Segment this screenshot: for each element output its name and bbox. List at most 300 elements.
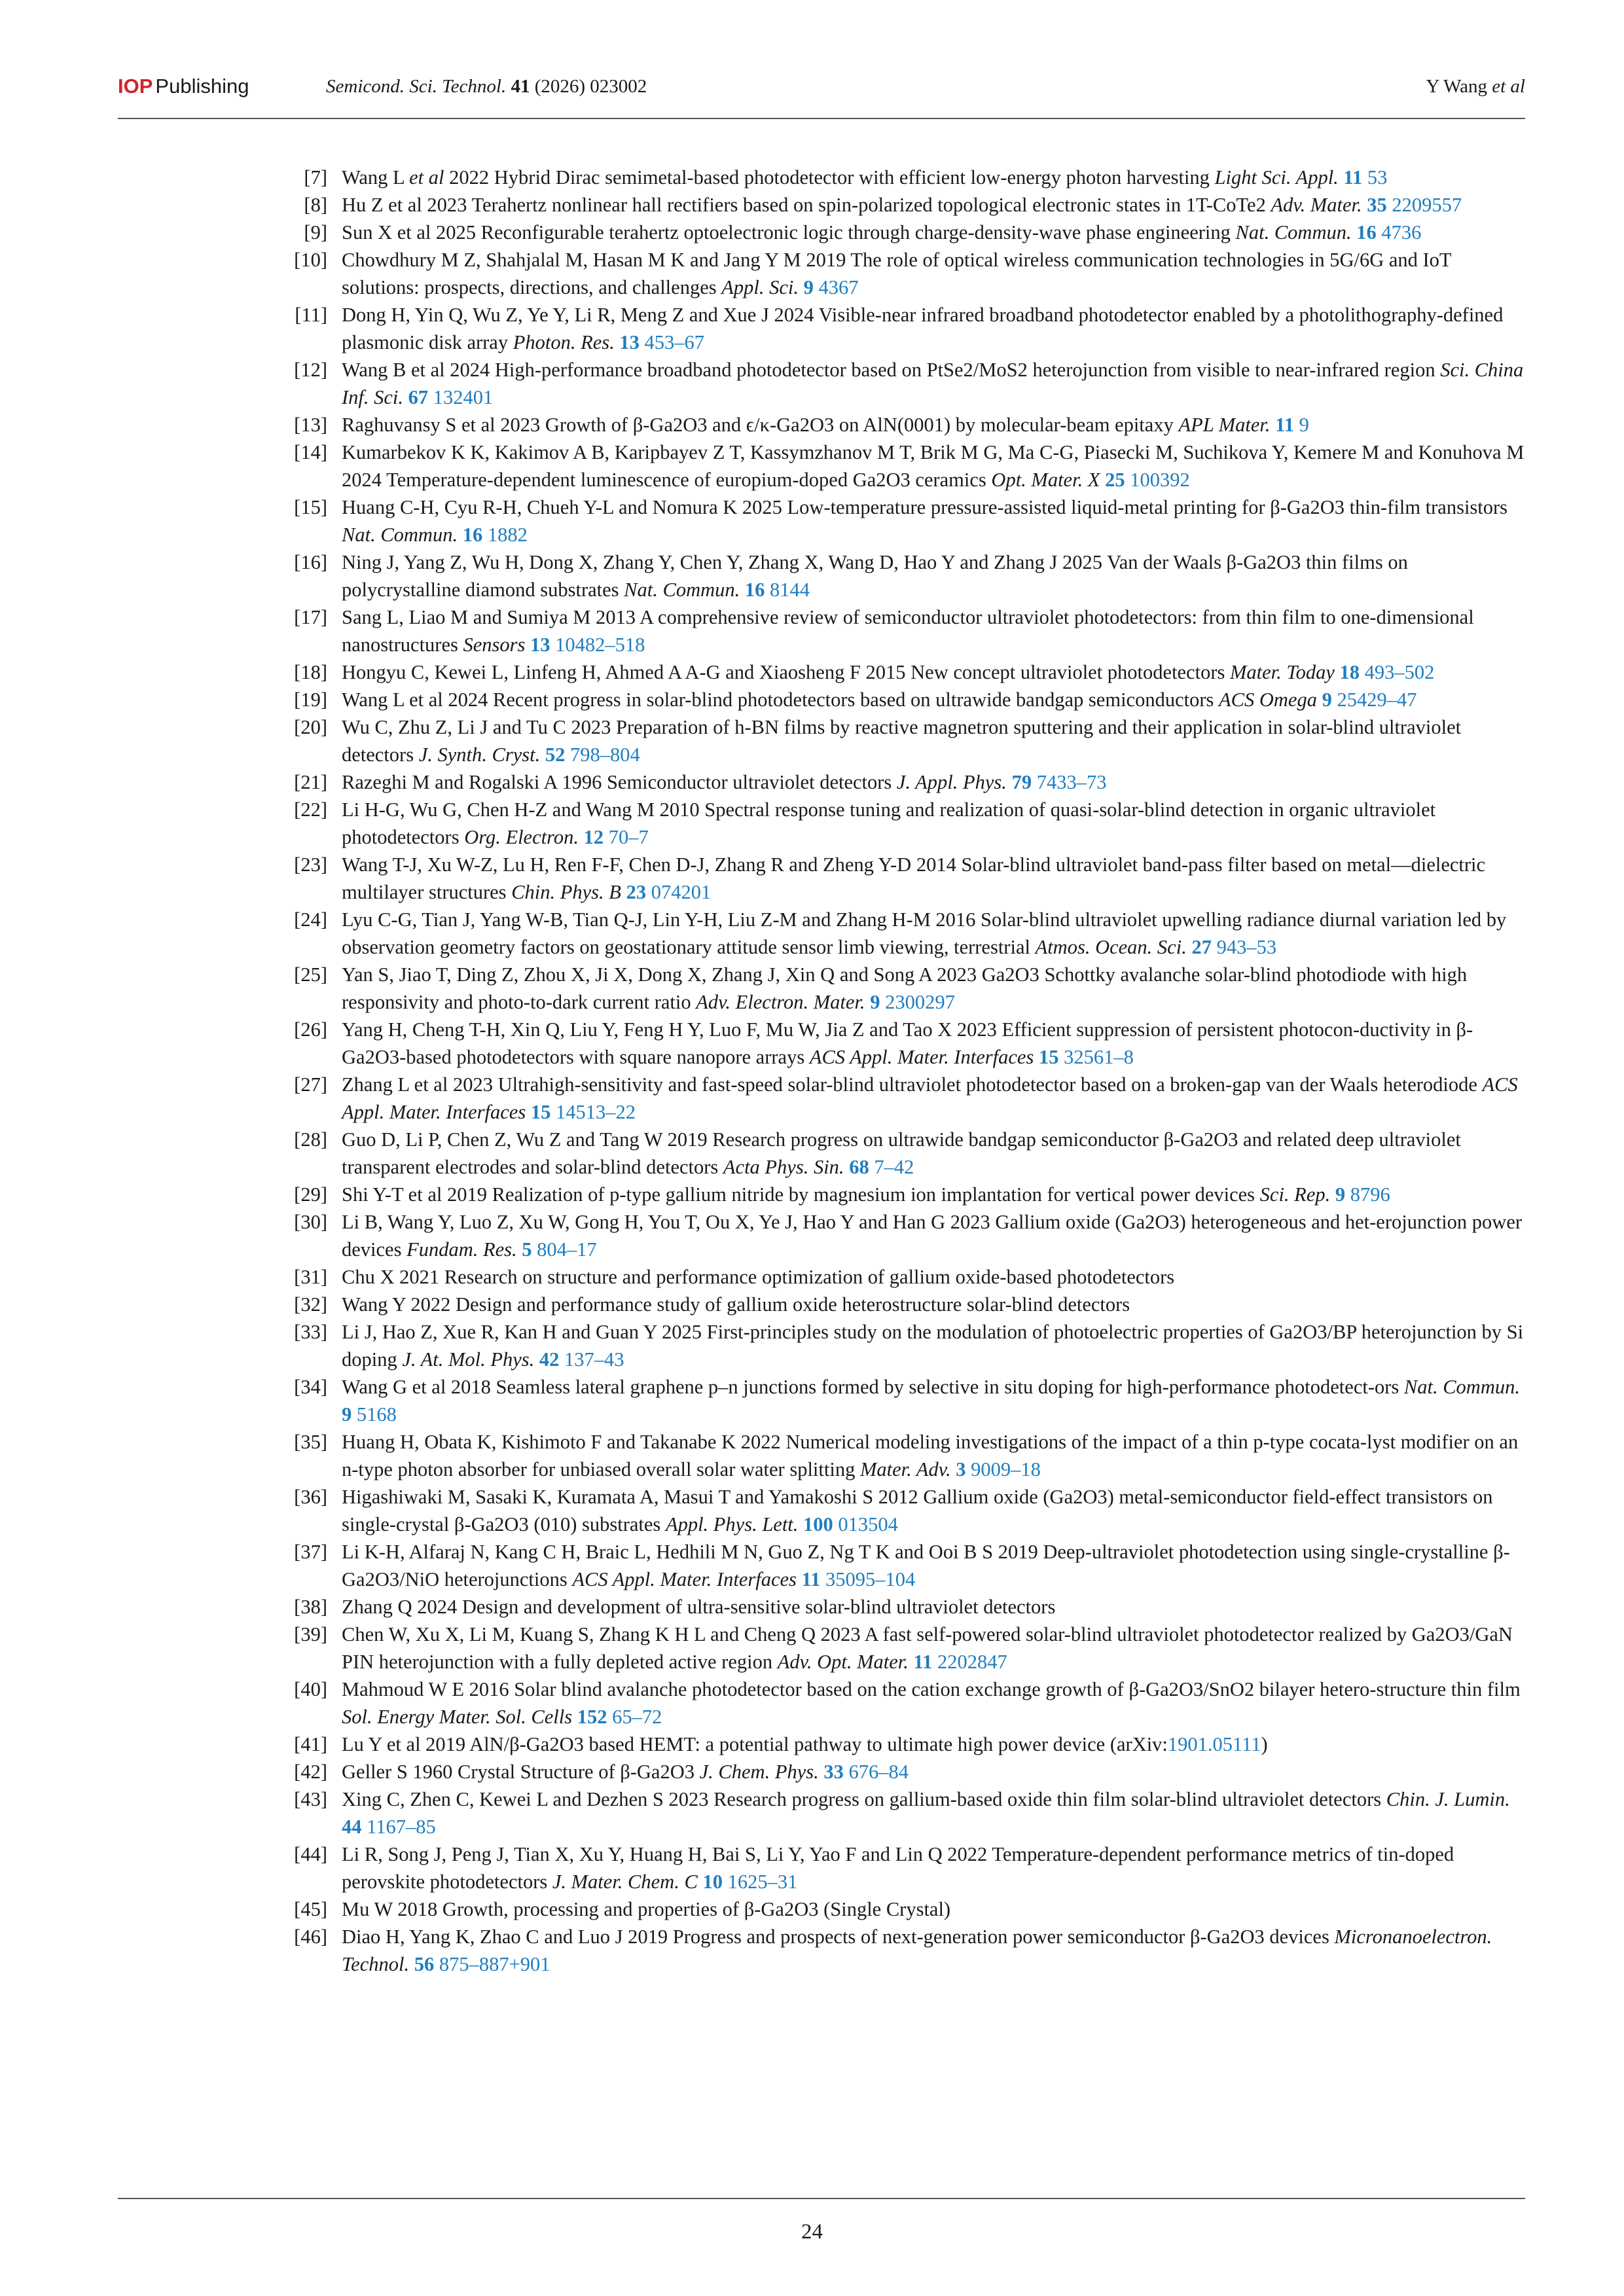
iop-logo-mark: IOP bbox=[118, 75, 153, 98]
reference-text: Chu X 2021 Research on structure and performance optimization of gallium oxide-based photodetectors bbox=[342, 1266, 1175, 1288]
reference-number: [20] bbox=[294, 716, 327, 738]
reference-pages: 7433–73 bbox=[1036, 771, 1107, 793]
reference-volume: 9 bbox=[1335, 1183, 1346, 1206]
reference-item bbox=[294, 713, 1526, 768]
reference-link[interactable] bbox=[530, 634, 645, 656]
reference-body bbox=[342, 713, 1526, 768]
reference-text: Wang Y 2022 Design and performance study of gallium oxide heterostructure solar-blind detectors bbox=[342, 1293, 1130, 1316]
reference-number: [28] bbox=[294, 1128, 327, 1151]
reference-text: Kumarbekov K K, Kakimov A B, Karipbayev Z T, Kassymzhanov M T, Brik M G, Ma C-G, Piasecki M, Suchikova Y, Kemere M and Konuhova M 2024 Temperature-dependent luminescence of europium-doped Ga2O3 ceramics bbox=[342, 441, 1525, 491]
reference-text: Wang T-J, Xu W-Z, Lu H, Ren F-F, Chen D-J, Zhang R and Zheng Y-D 2014 Solar-blind ultraviolet band-pass filter based on metal—dielectric multilayer structures bbox=[342, 853, 1486, 903]
reference-pages: 798–804 bbox=[570, 744, 640, 766]
reference-item bbox=[294, 1208, 1526, 1263]
reference-body bbox=[342, 1016, 1526, 1071]
reference-volume: 79 bbox=[1011, 771, 1032, 793]
reference-text: Yang H, Cheng T-H, Xin Q, Liu Y, Feng H Y, Luo F, Mu W, Jia Z and Tao X 2023 Efficient suppression of persistent photocon-ductivity in β-Ga2O3-based photodetectors with square nanopore arrays bbox=[342, 1018, 1473, 1068]
reference-link[interactable] bbox=[626, 881, 712, 903]
footer-rule bbox=[118, 2198, 1525, 2199]
reference-number: [42] bbox=[294, 1761, 327, 1783]
reference-number: [10] bbox=[294, 249, 327, 271]
reference-volume: 27 bbox=[1191, 936, 1212, 958]
reference-link[interactable] bbox=[577, 1706, 662, 1728]
reference-item bbox=[294, 1016, 1526, 1071]
running-header bbox=[118, 71, 1525, 107]
reference-link[interactable] bbox=[1039, 1046, 1134, 1068]
reference-body bbox=[342, 1676, 1526, 1731]
reference-item bbox=[294, 411, 1526, 439]
reference-body bbox=[342, 356, 1526, 411]
reference-number: [24] bbox=[294, 908, 327, 931]
reference-number: [45] bbox=[294, 1898, 327, 1920]
reference-journal: Sensors bbox=[463, 634, 526, 656]
reference-link[interactable] bbox=[342, 1403, 397, 1426]
reference-pages: 1882 bbox=[487, 524, 528, 546]
reference-number: [25] bbox=[294, 963, 327, 986]
reference-number: [29] bbox=[294, 1183, 327, 1206]
reference-text: Li H-G, Wu G, Chen H-Z and Wang M 2010 Spectral response tuning and realization of quasi-solar-blind detection in organic ultraviolet photodetectors bbox=[342, 798, 1436, 848]
reference-volume: 35 bbox=[1367, 194, 1387, 216]
reference-journal: Chin. J. Lumin. bbox=[1386, 1788, 1510, 1810]
reference-volume: 25 bbox=[1105, 469, 1125, 491]
reference-link[interactable] bbox=[1105, 469, 1190, 491]
reference-link[interactable] bbox=[522, 1238, 596, 1261]
reference-body bbox=[342, 961, 1526, 1016]
reference-volume: 16 bbox=[462, 524, 483, 546]
reference-pages: 100392 bbox=[1130, 469, 1190, 491]
reference-body bbox=[342, 1181, 1526, 1208]
reference-text: Li R, Song J, Peng J, Tian X, Xu Y, Huang H, Bai S, Li Y, Yao F and Lin Q 2022 Temperature-dependent performance metrics of tin-doped perovskite photodetectors bbox=[342, 1843, 1454, 1893]
reference-link[interactable] bbox=[414, 1953, 550, 1975]
reference-pages: 10482–518 bbox=[555, 634, 645, 656]
reference-pages: 14513–22 bbox=[555, 1101, 636, 1123]
reference-journal: Chin. Phys. B bbox=[511, 881, 621, 903]
reference-link[interactable] bbox=[531, 1101, 636, 1123]
reference-item bbox=[294, 1483, 1526, 1538]
reference-item bbox=[294, 1785, 1526, 1840]
journal-volume: 41 bbox=[511, 76, 530, 97]
reference-journal: Sci. Rep. bbox=[1259, 1183, 1331, 1206]
reference-item bbox=[294, 1593, 1526, 1621]
reference-link[interactable] bbox=[539, 1348, 624, 1371]
reference-number: [30] bbox=[294, 1211, 327, 1233]
reference-volume: 33 bbox=[823, 1761, 844, 1783]
reference-text: Zhang L et al 2023 Ultrahigh-sensitivity and fast-speed solar-blind ultraviolet photodetector based on a broken-gap van der Waals heterodiode bbox=[342, 1073, 1483, 1096]
reference-number: [35] bbox=[294, 1431, 327, 1453]
reference-link[interactable] bbox=[1012, 771, 1107, 793]
reference-pages: 875–887+901 bbox=[439, 1953, 550, 1975]
reference-item bbox=[294, 1126, 1526, 1181]
reference-text: Geller S 1960 Crystal Structure of β-Ga2O3 bbox=[342, 1761, 700, 1783]
reference-link[interactable] bbox=[545, 744, 640, 766]
reference-link[interactable] bbox=[1168, 1733, 1261, 1755]
reference-item bbox=[294, 658, 1526, 686]
reference-number: [27] bbox=[294, 1073, 327, 1096]
reference-number: [15] bbox=[294, 496, 327, 518]
reference-text: Sun X et al 2025 Reconfigurable terahertz optoelectronic logic through charge-density-wave phase engineering bbox=[342, 221, 1236, 243]
reference-pages: 676–84 bbox=[848, 1761, 909, 1783]
reference-text: Hu Z et al 2023 Terahertz nonlinear hall rectifiers based on spin-polarized topological electronic states in 1T-CoTe2 bbox=[342, 194, 1271, 216]
reference-journal: Atmos. Ocean. Sci. bbox=[1035, 936, 1187, 958]
reference-link[interactable] bbox=[1356, 221, 1421, 243]
reference-journal: J. Chem. Phys. bbox=[699, 1761, 819, 1783]
reference-number: [40] bbox=[294, 1678, 327, 1700]
reference-body bbox=[342, 1263, 1526, 1291]
reference-number: [37] bbox=[294, 1541, 327, 1563]
reference-pages: 53 bbox=[1367, 166, 1388, 188]
reference-journal: J. Mater. Chem. C bbox=[552, 1871, 698, 1893]
reference-text: 2022 Hybrid Dirac semimetal-based photodetector with efficient low-energy photon harvesting bbox=[444, 166, 1215, 188]
reference-body bbox=[342, 191, 1526, 219]
reference-body bbox=[342, 1483, 1526, 1538]
reference-body bbox=[342, 1593, 1526, 1621]
reference-item bbox=[304, 219, 1526, 246]
reference-body bbox=[342, 1126, 1526, 1181]
reference-link[interactable] bbox=[342, 1816, 436, 1838]
reference-number: [14] bbox=[294, 441, 327, 463]
reference-volume: 44 bbox=[342, 1816, 362, 1838]
reference-text: Dong H, Yin Q, Wu Z, Ye Y, Li R, Meng Z and Xue J 2024 Visible-near infrared broadband photodetector enabled by a photolithography-defined plasmonic disk array bbox=[342, 304, 1504, 353]
reference-volume: 13 bbox=[530, 634, 550, 656]
reference-item bbox=[294, 1758, 1526, 1785]
reference-pages: 1167–85 bbox=[367, 1816, 436, 1838]
reference-pages: 4367 bbox=[818, 276, 859, 298]
reference-text: Hongyu C, Kewei L, Linfeng H, Ahmed A A-G and Xiaosheng F 2015 New concept ultraviolet photodetectors bbox=[342, 661, 1230, 683]
reference-text: Higashiwaki M, Sasaki K, Kuramata A, Masui T and Yamakoshi S 2012 Gallium oxide (Ga2O3) metal-semiconductor field-effect transistors on single-crystal β-Ga2O3 (010) substrates bbox=[342, 1486, 1493, 1535]
reference-pages: 074201 bbox=[651, 881, 712, 903]
reference-body bbox=[342, 548, 1526, 603]
reference-text: Chen W, Xu X, Li M, Kuang S, Zhang K H L and Cheng Q 2023 A fast self-powered solar-blind ultraviolet photodetector realized by Ga2O3/GaN PIN heterojunction with a fully depleted active region bbox=[342, 1623, 1513, 1673]
author-surname: Y Wang bbox=[1426, 76, 1487, 97]
reference-number: [32] bbox=[294, 1293, 327, 1316]
reference-number: [16] bbox=[294, 551, 327, 573]
reference-text: Raghuvansy S et al 2023 Growth of β-Ga2O3 and ϵ/κ-Ga2O3 on AlN(0001) by molecular-beam epitaxy bbox=[342, 414, 1179, 436]
reference-link[interactable] bbox=[408, 386, 494, 408]
reference-volume: 9 bbox=[1322, 689, 1332, 711]
reference-pages: 137–43 bbox=[564, 1348, 624, 1371]
reference-volume: 13 bbox=[619, 331, 640, 353]
reference-list bbox=[294, 164, 1526, 1978]
reference-item bbox=[294, 1840, 1526, 1895]
reference-item bbox=[294, 1621, 1526, 1676]
reference-pages: 804–17 bbox=[537, 1238, 597, 1261]
reference-body bbox=[342, 1785, 1526, 1840]
reference-item bbox=[304, 164, 1526, 191]
reference-pages: 5168 bbox=[356, 1403, 397, 1426]
reference-item bbox=[304, 191, 1526, 219]
reference-pages: 9 bbox=[1299, 414, 1309, 436]
reference-pages: 2202847 bbox=[937, 1651, 1007, 1673]
journal-year-article: (2026) 023002 bbox=[534, 76, 647, 97]
reference-text: Sang L, Liao M and Sumiya M 2013 A comprehensive review of semiconductor ultraviolet photodetectors: from thin film to one-dimensional nanostructures bbox=[342, 606, 1474, 656]
reference-item bbox=[294, 1071, 1526, 1126]
reference-number: [7] bbox=[304, 166, 327, 188]
reference-volume: 52 bbox=[545, 744, 566, 766]
reference-journal: ACS Appl. Mater. Interfaces bbox=[809, 1046, 1034, 1068]
reference-number: [46] bbox=[294, 1926, 327, 1948]
reference-tail: ) bbox=[1261, 1733, 1268, 1755]
reference-number: [22] bbox=[294, 798, 327, 821]
reference-link[interactable] bbox=[702, 1871, 797, 1893]
reference-item bbox=[294, 493, 1526, 548]
reference-link[interactable] bbox=[1367, 194, 1462, 216]
reference-volume: 11 bbox=[1343, 166, 1363, 188]
reference-text: Huang H, Obata K, Kishimoto F and Takanabe K 2022 Numerical modeling investigations of the impact of a thin p-type cocata-lyst modifier on an n-type photon absorber for unbiased overall solar water splitting bbox=[342, 1431, 1519, 1480]
reference-pages: 32561–8 bbox=[1064, 1046, 1134, 1068]
reference-number: [38] bbox=[294, 1596, 327, 1618]
reference-item bbox=[294, 1731, 1526, 1758]
reference-link[interactable] bbox=[745, 579, 810, 601]
reference-number: [13] bbox=[294, 414, 327, 436]
reference-number: [17] bbox=[294, 606, 327, 628]
reference-pages: 25429–47 bbox=[1337, 689, 1417, 711]
reference-number: [34] bbox=[294, 1376, 327, 1398]
reference-body bbox=[342, 851, 1526, 906]
reference-journal: Light Sci. Appl. bbox=[1214, 166, 1339, 188]
reference-journal: Mater. Today bbox=[1230, 661, 1335, 683]
reference-number: [36] bbox=[294, 1486, 327, 1508]
reference-number: [43] bbox=[294, 1788, 327, 1810]
reference-volume: 68 bbox=[849, 1156, 869, 1178]
reference-item bbox=[294, 1895, 1526, 1923]
reference-body bbox=[342, 1428, 1526, 1483]
reference-pages: 132401 bbox=[433, 386, 494, 408]
reference-pages: 2209557 bbox=[1392, 194, 1462, 216]
reference-journal: Nat. Commun. bbox=[342, 524, 458, 546]
reference-text: Guo D, Li P, Chen Z, Wu Z and Tang W 2019 Research progress on ultrawide bandgap semiconductor β-Ga2O3 and related deep ultraviolet transparent electrodes and solar-blind detectors bbox=[342, 1128, 1461, 1178]
reference-volume: 42 bbox=[539, 1348, 560, 1371]
reference-journal: Appl. Sci. bbox=[721, 276, 799, 298]
reference-item bbox=[294, 1373, 1526, 1428]
reference-item bbox=[294, 1923, 1526, 1978]
reference-body bbox=[342, 439, 1526, 493]
reference-item bbox=[294, 906, 1526, 961]
reference-pages: 9009–18 bbox=[971, 1458, 1041, 1480]
reference-pages: 1901.05111 bbox=[1167, 1733, 1261, 1755]
reference-link[interactable] bbox=[823, 1761, 909, 1783]
reference-journal: J. Synth. Cryst. bbox=[418, 744, 541, 766]
reference-volume: 23 bbox=[626, 881, 647, 903]
reference-body bbox=[342, 603, 1526, 658]
reference-journal: Sol. Energy Mater. Sol. Cells bbox=[342, 1706, 573, 1728]
reference-journal: Sci. China Inf. Sci. bbox=[342, 359, 1524, 408]
reference-text: Chowdhury M Z, Shahjalal M, Hasan M K and Jang Y M 2019 The role of optical wireless communication technologies in 5G/6G and IoT solutions: prospects, directions, and challenges bbox=[342, 249, 1451, 298]
reference-volume: 16 bbox=[1356, 221, 1377, 243]
reference-link[interactable] bbox=[804, 276, 859, 298]
reference-journal: Appl. Phys. Lett. bbox=[665, 1513, 799, 1535]
reference-volume: 67 bbox=[408, 386, 429, 408]
reference-pages: 7–42 bbox=[874, 1156, 914, 1178]
reference-text: Yan S, Jiao T, Ding Z, Zhou X, Ji X, Dong X, Zhang J, Xin Q and Song A 2023 Ga2O3 Schottky avalanche solar-blind photodiode with high responsivity and photo-to-dark current ratio bbox=[342, 963, 1468, 1013]
reference-volume: 5 bbox=[522, 1238, 532, 1261]
reference-link[interactable] bbox=[1339, 661, 1434, 683]
reference-text: Li B, Wang Y, Luo Z, Xu W, Gong H, You T, Ou X, Ye J, Hao Y and Han G 2023 Gallium oxide (Ga2O3) heterogeneous and het-erojunction power devices bbox=[342, 1211, 1523, 1261]
reference-link[interactable] bbox=[803, 1513, 898, 1535]
reference-text: Wang G et al 2018 Seamless lateral graphene p–n junctions formed by selective in situ doping for high-performance photodetect-ors bbox=[342, 1376, 1404, 1398]
reference-item bbox=[294, 851, 1526, 906]
reference-link[interactable] bbox=[956, 1458, 1041, 1480]
reference-body bbox=[342, 1758, 1526, 1785]
reference-journal: Opt. Mater. X bbox=[991, 469, 1100, 491]
reference-pages: 35095–104 bbox=[825, 1568, 916, 1590]
reference-text: Mu W 2018 Growth, processing and properties of β-Ga2O3 (Single Crystal) bbox=[342, 1898, 951, 1920]
reference-volume: 9 bbox=[803, 276, 814, 298]
reference-body bbox=[342, 1538, 1526, 1593]
reference-item bbox=[294, 1318, 1526, 1373]
reference-number: [18] bbox=[294, 661, 327, 683]
reference-volume: 9 bbox=[870, 991, 880, 1013]
reference-journal: Acta Phys. Sin. bbox=[723, 1156, 844, 1178]
reference-text: Mahmoud W E 2016 Solar blind avalanche photodetector based on the cation exchange growth of β-Ga2O3/SnO2 bilayer hetero-structure thin film bbox=[342, 1678, 1521, 1700]
reference-etal: et al bbox=[409, 166, 444, 188]
reference-body bbox=[342, 1895, 1526, 1923]
reference-link[interactable] bbox=[802, 1568, 916, 1590]
reference-body bbox=[342, 1621, 1526, 1676]
reference-body bbox=[342, 658, 1526, 686]
reference-body bbox=[342, 1923, 1526, 1978]
reference-volume: 11 bbox=[801, 1568, 821, 1590]
reference-volume: 3 bbox=[956, 1458, 966, 1480]
reference-volume: 11 bbox=[913, 1651, 933, 1673]
reference-item bbox=[294, 603, 1526, 658]
reference-pages: 65–72 bbox=[612, 1706, 662, 1728]
reference-link[interactable] bbox=[1322, 689, 1417, 711]
reference-volume: 16 bbox=[744, 579, 765, 601]
reference-pages: 8796 bbox=[1350, 1183, 1390, 1206]
reference-journal: ACS Appl. Mater. Interfaces bbox=[342, 1073, 1518, 1123]
reference-item bbox=[294, 1263, 1526, 1291]
reference-pages: 1625–31 bbox=[727, 1871, 798, 1893]
reference-item bbox=[294, 1428, 1526, 1483]
reference-pages: 2300297 bbox=[885, 991, 955, 1013]
reference-number: [12] bbox=[294, 359, 327, 381]
reference-link[interactable] bbox=[1275, 414, 1309, 436]
header-rule bbox=[118, 118, 1525, 119]
reference-number: [21] bbox=[294, 771, 327, 793]
reference-text: Lyu C-G, Tian J, Yang W-B, Tian Q-J, Lin Y-H, Liu Z-M and Zhang H-M 2016 Solar-blind ultraviolet upwelling radiance diurnal variation led by observation geometry factors on geostationary attitude sensor limb viewing, terrestrial bbox=[342, 908, 1507, 958]
reference-number: [26] bbox=[294, 1018, 327, 1041]
reference-number: [41] bbox=[294, 1733, 327, 1755]
running-author bbox=[1426, 76, 1525, 98]
reference-text: Li K-H, Alfaraj N, Kang C H, Braic L, Hedhili M N, Guo Z, Ng T K and Ooi B S 2019 Deep-ultraviolet photodetection using single-crystalline β-Ga2O3/NiO heterojunctions bbox=[342, 1541, 1510, 1590]
reference-link[interactable] bbox=[463, 524, 528, 546]
reference-body bbox=[342, 1071, 1526, 1126]
reference-text: Shi Y-T et al 2019 Realization of p-type gallium nitride by magnesium ion implantation for vertical power devices bbox=[342, 1183, 1260, 1206]
reference-link[interactable] bbox=[1335, 1183, 1390, 1206]
reference-journal: Micronanoelectron. Technol. bbox=[342, 1926, 1492, 1975]
reference-link[interactable] bbox=[870, 991, 955, 1013]
page-number: 24 bbox=[801, 2220, 823, 2244]
reference-pages: 8144 bbox=[770, 579, 810, 601]
reference-text: Li J, Hao Z, Xue R, Kan H and Guan Y 2025 First-principles study on the modulation of photoelectric properties of Ga2O3/BP heterojunction by Si doping bbox=[342, 1321, 1524, 1371]
reference-volume: 56 bbox=[414, 1953, 435, 1975]
reference-link[interactable] bbox=[914, 1651, 1007, 1673]
reference-body bbox=[342, 164, 1526, 191]
reference-volume: 12 bbox=[583, 826, 604, 848]
reference-volume: 100 bbox=[803, 1513, 833, 1535]
reference-journal: ACS Omega bbox=[1219, 689, 1317, 711]
reference-text: Zhang Q 2024 Design and development of ultra-sensitive solar-blind ultraviolet detectors bbox=[342, 1596, 1056, 1618]
reference-number: [44] bbox=[294, 1843, 327, 1865]
reference-number: [39] bbox=[294, 1623, 327, 1645]
reference-journal: APL Mater. bbox=[1178, 414, 1271, 436]
reference-volume: 15 bbox=[530, 1101, 551, 1123]
reference-body bbox=[342, 906, 1526, 961]
reference-item bbox=[294, 768, 1526, 796]
reference-link[interactable] bbox=[619, 331, 704, 353]
reference-volume: 11 bbox=[1275, 414, 1294, 436]
reference-item bbox=[294, 1538, 1526, 1593]
reference-number: [33] bbox=[294, 1321, 327, 1343]
reference-number: [9] bbox=[304, 221, 327, 243]
reference-journal: Adv. Electron. Mater. bbox=[696, 991, 865, 1013]
reference-item bbox=[294, 796, 1526, 851]
reference-link[interactable] bbox=[1343, 166, 1387, 188]
publisher-logo[interactable] bbox=[118, 75, 249, 98]
reference-text: Wang L et al 2024 Recent progress in solar-blind photodetectors based on ultrawide bandgap semiconductors bbox=[342, 689, 1219, 711]
reference-item bbox=[294, 1676, 1526, 1731]
reference-pages: 70–7 bbox=[608, 826, 649, 848]
reference-text: Lu Y et al 2019 AlN/β-Ga2O3 based HEMT: a potential pathway to ultimate high power device (arXiv: bbox=[342, 1733, 1168, 1755]
reference-text: Huang C-H, Cyu R-H, Chueh Y-L and Nomura K 2025 Low-temperature pressure-assisted liquid-metal printing for β-Ga2O3 thin-film transistors bbox=[342, 496, 1508, 518]
reference-number: [31] bbox=[294, 1266, 327, 1288]
reference-link[interactable] bbox=[1191, 936, 1276, 958]
reference-link[interactable] bbox=[849, 1156, 914, 1178]
reference-body bbox=[342, 301, 1526, 356]
reference-text: Diao H, Yang K, Zhao C and Luo J 2019 Progress and prospects of next-generation power semiconductor β-Ga2O3 devices bbox=[342, 1926, 1335, 1948]
reference-journal: Adv. Opt. Mater. bbox=[777, 1651, 909, 1673]
reference-volume: 15 bbox=[1038, 1046, 1059, 1068]
reference-link[interactable] bbox=[584, 826, 649, 848]
reference-body bbox=[342, 1291, 1526, 1318]
reference-volume: 18 bbox=[1339, 661, 1360, 683]
reference-text: Xing C, Zhen C, Kewei L and Dezhen S 2023 Research progress on gallium-based oxide thin film solar-blind ultraviolet detectors bbox=[342, 1788, 1386, 1810]
reference-pages: 493–502 bbox=[1364, 661, 1435, 683]
reference-body bbox=[342, 219, 1526, 246]
reference-item bbox=[294, 439, 1526, 493]
reference-body bbox=[342, 1208, 1526, 1263]
reference-journal: Fundam. Res. bbox=[406, 1238, 517, 1261]
reference-journal: Mater. Adv. bbox=[859, 1458, 951, 1480]
reference-pages: 013504 bbox=[838, 1513, 898, 1535]
reference-item bbox=[294, 356, 1526, 411]
reference-body bbox=[342, 1318, 1526, 1373]
reference-number: [8] bbox=[304, 194, 327, 216]
reference-journal: Photon. Res. bbox=[513, 331, 615, 353]
reference-body bbox=[342, 411, 1526, 439]
reference-pages: 453–67 bbox=[644, 331, 705, 353]
publisher-name: Publishing bbox=[155, 75, 249, 98]
author-etal: et al bbox=[1492, 76, 1525, 97]
reference-text: Wu C, Zhu Z, Li J and Tu C 2023 Preparation of h-BN films by reactive magnetron sputtering and their application in solar-blind ultraviolet detectors bbox=[342, 716, 1462, 766]
reference-item bbox=[294, 1291, 1526, 1318]
reference-number: [19] bbox=[294, 689, 327, 711]
reference-body bbox=[342, 1731, 1526, 1758]
reference-journal: Nat. Commun. bbox=[1235, 221, 1352, 243]
reference-text: Wang B et al 2024 High-performance broadband photodetector based on PtSe2/MoS2 heterojunction from visible to near-infrared region bbox=[342, 359, 1441, 381]
reference-journal: Adv. Mater. bbox=[1271, 194, 1362, 216]
reference-text: Ning J, Yang Z, Wu H, Dong X, Zhang Y, Chen Y, Zhang X, Wang D, Hao Y and Zhang J 2025 Van der Waals β-Ga2O3 thin films on polycrystalline diamond substrates bbox=[342, 551, 1408, 601]
reference-body bbox=[342, 1373, 1526, 1428]
reference-volume: 10 bbox=[702, 1871, 723, 1893]
reference-item bbox=[295, 301, 1526, 356]
journal-citation bbox=[326, 76, 647, 98]
reference-volume: 9 bbox=[342, 1403, 352, 1426]
reference-body bbox=[342, 246, 1526, 301]
reference-body bbox=[342, 768, 1526, 796]
reference-number: [23] bbox=[294, 853, 327, 876]
reference-item bbox=[294, 686, 1526, 713]
reference-item bbox=[294, 961, 1526, 1016]
